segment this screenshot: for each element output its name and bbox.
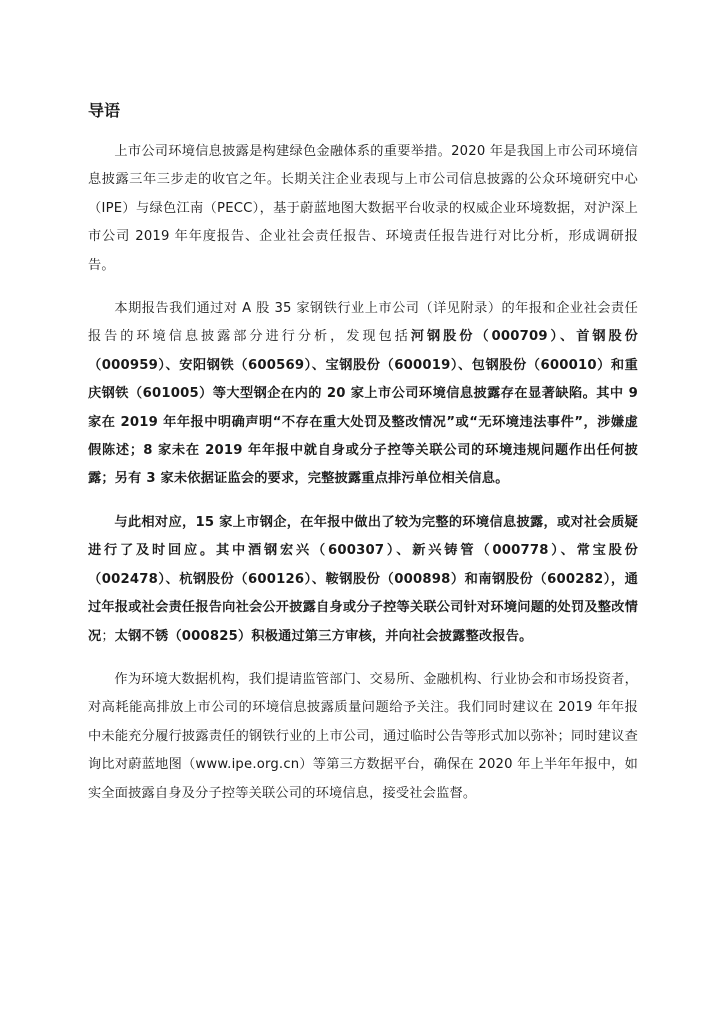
paragraph-2-findings: 河钢股份（000709）、首钢股份（000959）、安阳钢铁（600569）、宝钢股份（600019）、包钢股份（600010）和重庆钢铁（601005）等大型钢企在内的 20 家上市公司环境信息披露存在显著缺陷。其中 9 家在 2019 年年报中明确声明“不存在重大处罚及整改情况”或“无环境违法事件”，涉嫌虚假陈述；8 家未在 2019 年年报中就自身或分子控等关联公司的环境违规问题作出任何披露；另有 3 家未依据证监会的要求，完整披露重点排污单位相关信息。 [88,329,639,487]
paragraph-2-intro: 本期报告我们通过对 A 股 35 家钢铁行业上市公司（详见附录）的年报和企业社会责任报告的环境信息披露部分进行分析，发现包括 [88,301,638,345]
paragraph-2 [88,295,638,494]
section-heading: 导语 [88,101,121,120]
paragraph-3-separator: ； [101,628,115,644]
paragraph-3 [88,509,638,651]
paragraph-4: 作为环境大数据机构，我们提请监管部门、交易所、金融机构、行业协会和市场投资者，对高耗能高排放上市公司的环境信息披露质量问题给予关注。我们同时建议在 2019 年年报中未能充分履行披露责任的钢铁行业的上市公司，通过临时公告等形式加以弥补；同时建议查询比对蔚蓝地图（www.ipe.org.cn）等第三方数据平台，确保在 2020 年上半年年报中，如实全面披露自身及分子控等关联公司的环境信息，接受社会监督。 [88,671,638,801]
paragraph-3-part-b: 太钢不锈（000825）积极通过第三方审核，并向社会披露整改报告。 [114,628,533,644]
paragraph-1: 上市公司环境信息披露是构建绿色金融体系的重要举措。2020 年是我国上市公司环境信息披露三年三步走的收官之年。长期关注企业表现与上市公司信息披露的公众环境研究中心（IPE）与绿色江南（PECC），基于蔚蓝地图大数据平台收录的权威企业环境数据，对沪深上市公司 2019 年年度报告、企业社会责任报告、环境责任报告进行对比分析，形成调研报告。 [88,144,638,273]
paragraph-3-part-a: 与此相对应，15 家上市钢企，在年报中做出了较为完整的环境信息披露，或对社会质疑进行了及时回应。其中酒钢宏兴（600307）、新兴铸管（000778）、常宝股份（002478）、杭钢股份（600126）、鞍钢股份（000898）和南钢股份（600282），通过年报或社会责任报告向社会公开披露自身或分子控等关联公司针对环境问题的处罚及整改情况 [88,514,638,644]
